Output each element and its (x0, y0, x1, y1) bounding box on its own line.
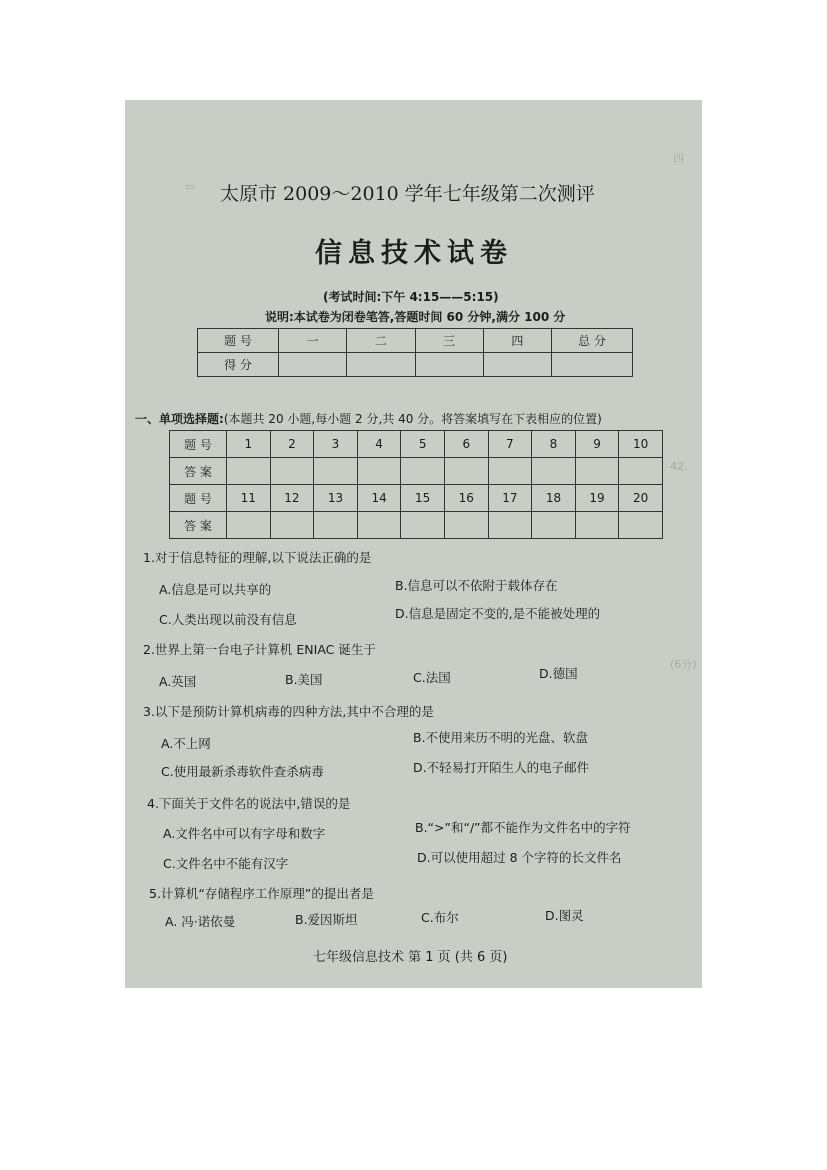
answer-cell[interactable] (488, 458, 532, 485)
question-option[interactable]: A.文件名中可以有字母和数字 (163, 826, 326, 841)
answer-cell[interactable] (532, 458, 576, 485)
question-option[interactable]: A.英国 (159, 674, 197, 689)
score-header-row (198, 329, 633, 353)
answer-cell[interactable] (444, 512, 488, 539)
answer-number: 20 (619, 485, 663, 512)
exam-title: 太原市 2009～2010 学年七年级第二次测评 (220, 183, 595, 205)
answer-cell[interactable] (488, 512, 532, 539)
question-option[interactable]: C.人类出现以前没有信息 (159, 612, 297, 627)
answer-row (170, 458, 663, 485)
question-option[interactable]: C.法国 (413, 670, 451, 685)
score-header-cell: 题 号 (198, 329, 279, 353)
score-row-label: 得 分 (198, 353, 279, 377)
answer-cell[interactable] (619, 512, 663, 539)
question-stem: 3.以下是预防计算机病毒的四种方法,其中不合理的是 (143, 704, 434, 719)
question-option[interactable]: D.德国 (539, 666, 578, 681)
question-option[interactable]: B.不使用来历不明的光盘、软盘 (413, 730, 589, 745)
answer-number: 6 (444, 431, 488, 458)
question-option[interactable]: D.图灵 (545, 908, 584, 923)
score-table (197, 328, 633, 377)
answer-cell[interactable] (314, 458, 358, 485)
score-value-row (198, 353, 633, 377)
answer-cell[interactable] (227, 458, 271, 485)
answer-number: 18 (532, 485, 576, 512)
question-option[interactable]: C.文件名中不能有汉字 (163, 856, 289, 871)
score-cell[interactable] (483, 353, 551, 377)
answer-cell[interactable] (270, 512, 314, 539)
question-option[interactable]: A. 冯·诺依曼 (165, 914, 236, 929)
score-header-cell: 三 (415, 329, 483, 353)
answer-number: 11 (227, 485, 271, 512)
answer-number: 19 (575, 485, 619, 512)
question-stem: 4.下面关于文件名的说法中,错误的是 (147, 796, 351, 811)
question-option[interactable]: A.不上网 (161, 736, 211, 751)
answer-cell[interactable] (227, 512, 271, 539)
answer-row (170, 512, 663, 539)
answer-number: 4 (357, 431, 401, 458)
section1-title: 一、单项选择题: (135, 412, 224, 426)
score-cell[interactable] (279, 353, 347, 377)
answer-cell[interactable] (575, 512, 619, 539)
exam-page (125, 100, 702, 988)
question-option[interactable]: A.信息是可以共享的 (159, 582, 272, 597)
question-option[interactable]: B.信息可以不依附于载体存在 (395, 578, 558, 593)
score-header-cell: 一 (279, 329, 347, 353)
answer-cell[interactable] (444, 458, 488, 485)
exam-time: (考试时间:下午 4:15——5:15) (323, 290, 499, 304)
answer-number: 8 (532, 431, 576, 458)
answer-number: 10 (619, 431, 663, 458)
answer-number: 9 (575, 431, 619, 458)
answer-label-no: 题 号 (170, 485, 227, 512)
answer-cell[interactable] (575, 458, 619, 485)
answer-number: 15 (401, 485, 445, 512)
answer-number: 14 (357, 485, 401, 512)
answer-number: 13 (314, 485, 358, 512)
answer-cell[interactable] (619, 458, 663, 485)
section1-desc: (本题共 20 小题,每小题 2 分,共 40 分。将答案填写在下表相应的位置) (223, 412, 602, 426)
score-header-cell: 二 (347, 329, 415, 353)
bleed-through-text: 四 (673, 152, 684, 165)
score-cell[interactable] (347, 353, 415, 377)
answer-label-ans: 答 案 (170, 458, 227, 485)
answer-number-row (170, 485, 663, 512)
answer-number: 7 (488, 431, 532, 458)
question-stem: 2.世界上第一台电子计算机 ENIAC 诞生于 (143, 642, 376, 657)
question-option[interactable]: C.布尔 (421, 910, 459, 925)
bleed-through-text: 42. (670, 460, 688, 473)
page-footer: 七年级信息技术 第 1 页 (共 6 页) (313, 950, 508, 965)
answer-number: 5 (401, 431, 445, 458)
question-option[interactable]: D.信息是固定不变的,是不能被处理的 (395, 606, 601, 621)
answer-number: 17 (488, 485, 532, 512)
bleed-through-text: ▭ (185, 180, 196, 193)
bleed-through-text: (6分) (670, 658, 697, 671)
section1-heading (135, 410, 602, 427)
answer-label-no: 题 号 (170, 431, 227, 458)
answer-number: 12 (270, 485, 314, 512)
answer-number: 2 (270, 431, 314, 458)
question-stem: 5.计算机“存储程序工作原理”的提出者是 (149, 886, 374, 901)
question-option[interactable]: B.“>”和“/”都不能作为文件名中的字符 (415, 820, 631, 835)
answer-cell[interactable] (401, 512, 445, 539)
answer-number: 3 (314, 431, 358, 458)
question-option[interactable]: D.可以使用超过 8 个字符的长文件名 (417, 850, 622, 865)
question-option[interactable]: C.使用最新杀毒软件查杀病毒 (161, 764, 324, 779)
answer-cell[interactable] (357, 458, 401, 485)
answer-cell[interactable] (401, 458, 445, 485)
question-option[interactable]: D.不轻易打开陌生人的电子邮件 (413, 760, 590, 775)
answer-number: 16 (444, 485, 488, 512)
question-stem: 1.对于信息特征的理解,以下说法正确的是 (143, 550, 372, 565)
score-header-cell: 总 分 (552, 329, 633, 353)
exam-note: 说明:本试卷为闭卷笔答,答题时间 60 分钟,满分 100 分 (265, 310, 566, 324)
answer-table (169, 430, 663, 539)
answer-cell[interactable] (270, 458, 314, 485)
score-cell[interactable] (552, 353, 633, 377)
answer-number-row (170, 431, 663, 458)
question-option[interactable]: B.爱因斯坦 (295, 912, 358, 927)
question-option[interactable]: B.美国 (285, 672, 323, 687)
score-cell[interactable] (415, 353, 483, 377)
answer-cell[interactable] (357, 512, 401, 539)
exam-subject: 信息技术试卷 (315, 238, 513, 269)
answer-label-ans: 答 案 (170, 512, 227, 539)
answer-number: 1 (227, 431, 271, 458)
answer-cell[interactable] (532, 512, 576, 539)
score-header-cell: 四 (483, 329, 551, 353)
answer-cell[interactable] (314, 512, 358, 539)
